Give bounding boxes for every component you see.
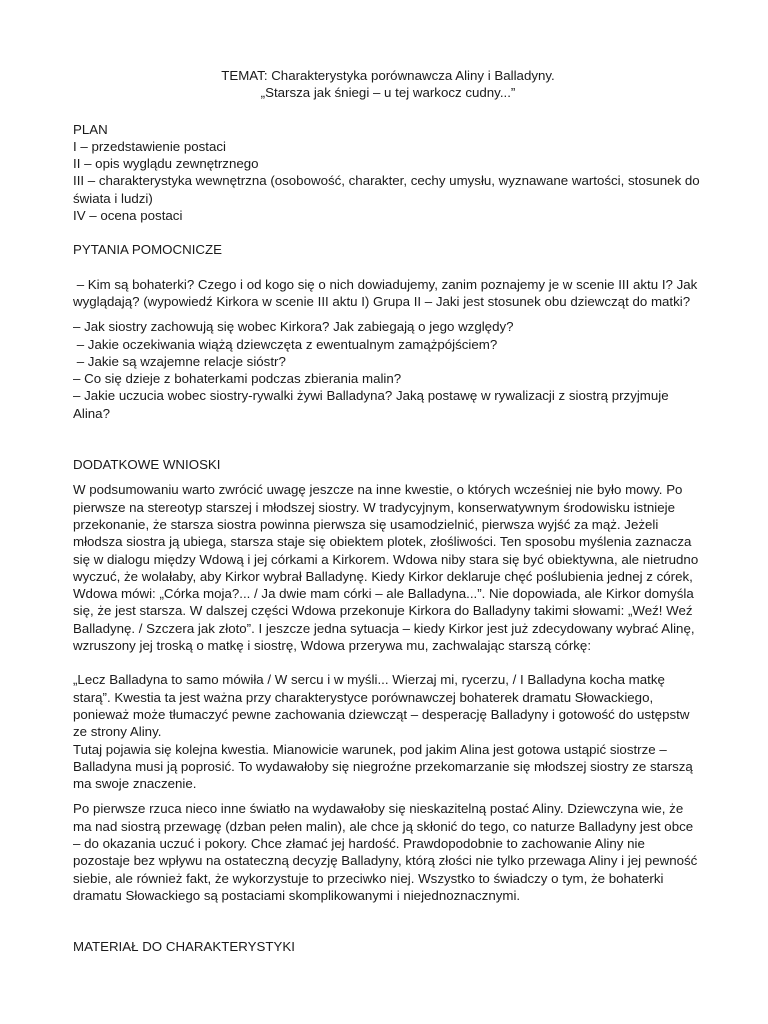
plan-heading: PLAN	[73, 121, 108, 137]
material-heading: MATERIAŁ DO CHARAKTERYSTYKI	[73, 939, 295, 955]
document-page	[73, 67, 703, 955]
question-item: – Jakie uczucia wobec siostry-rywalki żywi Balladyna? Jaką postawę w rywalizacji z siostrą przyjmuje Alina?	[73, 388, 672, 421]
question-item: – Jak siostry zachowują się wobec Kirkora? Jak zabiegają o jego względy?	[73, 319, 514, 335]
question-item: – Jakie są wzajemne relacje sióstr?	[73, 353, 286, 369]
title-line-2: „Starsza jak śniegi – u tej warkocz cudny...”	[260, 85, 516, 101]
plan-item: II – opis wyglądu zewnętrznego	[73, 156, 259, 172]
conclusions-paragraph: Po pierwsze rzuca nieco inne światło na wydawałoby się nieskazitelną postać Aliny. Dziewczyna wie, że ma nad siostrą przewagę (dzban pełen malin), ale chce ją skłonić do tego, co naturze Balladyny jest obce – do okazania uczuć i pokory. Chce złamać jej hardość. Prawdopodobnie to zachowanie Aliny nie pozostaje bez wpływu na ostateczną decyzję Balladyny, którą złości nie tylko przewaga Aliny i jej pewność siebie, ale również fakt, że wykorzystuje to przeciwko niej. Wszystko to świadczy o tym, że bohaterki dramatu Słowackiego są postaciami skomplikowanymi i niejednoznacznymi.	[73, 801, 698, 903]
questions-heading: PYTANIA POMOCNICZE	[73, 242, 222, 258]
question-item: – Co się dzieje z bohaterkami podczas zbierania malin?	[73, 371, 402, 387]
plan-item: IV – ocena postaci	[73, 208, 183, 224]
plan-item: III – charakterystyka wewnętrzna (osobowość, charakter, cechy umysłu, wyznawane wartości, stosunek do świata i ludzi)	[73, 173, 700, 206]
question-item: – Kim są bohaterki? Czego i od kogo się o nich dowiadujemy, zanim poznajemy je w scenie III aktu I? Jak wyglądają? (wypowiedź Kirkora w scenie III aktu I) Grupa II – Jaki jest stosunek obu dziewcząt do matki?	[73, 276, 701, 309]
conclusions-paragraph: „Lecz Balladyna to samo mówiła / W sercu i w myśli... Wierzaj mi, rycerzu, / I Balladyna kocha matkę starą”. Kwestia ta jest ważna przy charakterystyce porównawczej bohaterek dramatu Słowackiego, ponieważ może tłumaczyć pewne zachowania dziewcząt – desperację Balladyny i gotowość do ustępstw ze strony Aliny.	[73, 672, 690, 740]
question-item: – Jakie oczekiwania wiążą dziewczęta z ewentualnym zamążpójściem?	[73, 336, 498, 352]
conclusions-paragraph: W podsumowaniu warto zwrócić uwagę jeszcze na inne kwestie, o których wcześniej nie było mowy. Po pierwsze na stereotyp starszej i młodszej siostry. W tradycyjnym, konserwatywnym środowisku istnieje przekonanie, że starsza siostra powinna pierwsza się usamodzielnić, pierwsza wyjść za mąż. Jeżeli młodsza siostra ją ubiega, starsza staje się obiektem plotek, złośliwości. Ten sposobu myślenia zaznacza się w dialogu między Wdową i jej córkami a Kirkorem. Wdowa niby stara się być obiektywna, ale nietrudno wyczuć, że wolałaby, aby Kirkor wybrał Balladynę. Kiedy Kirkor deklaruje chęć poślubienia jednej z córek, Wdowa mówi: „Córka moja?... / Ja dwie mam córki – ale Balladyna...”. Nie dopowiada, ale Kirkor domyśla się, że jest starsza. W dalszej części Wdowa przekonuje Kirkora do Balladyny takimi słowami: „Weź! Weź Balladynę. / Szczera jak złoto”. I jeszcze jedna sytuacja – kiedy Kirkor jest już zdecydowany wybrać Alinę, wzruszony jej troską o matkę i siostrę, Wdowa przerywa mu, zachwalając starszą córkę:	[73, 482, 699, 654]
conclusions-paragraph: Tutaj pojawia się kolejna kwestia. Mianowicie warunek, pod jakim Alina jest gotowa ustąpić siostrze – Balladyna musi ją poprosić. To wydawałoby się niegroźne przekomarzanie się młodszej siostry ze starszą ma swoje znaczenie.	[73, 741, 693, 792]
plan-item: I – przedstawienie postaci	[73, 138, 226, 154]
conclusions-heading: DODATKOWE WNIOSKI	[73, 457, 221, 473]
title-line-1: TEMAT: Charakterystyka porównawcza Aliny i Balladyny.	[221, 68, 555, 83]
